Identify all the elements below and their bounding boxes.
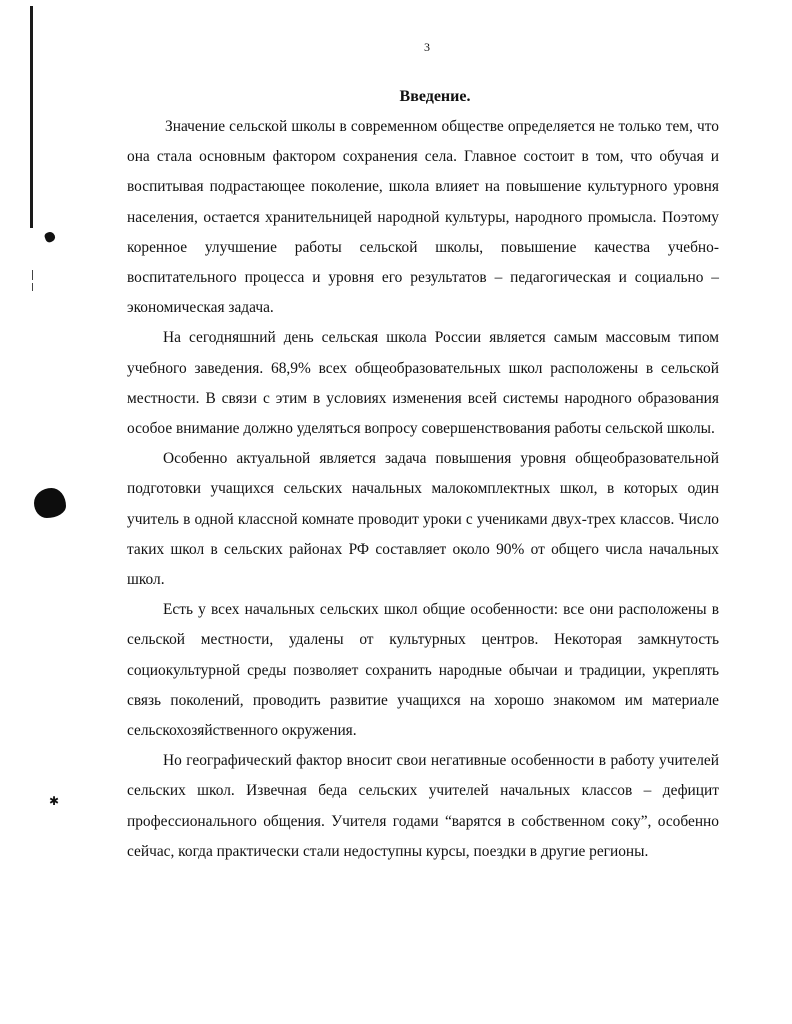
hole-punch-mark-small	[44, 231, 57, 244]
section-heading: Введение.	[399, 88, 471, 105]
scan-artifact-mark: ✱	[49, 794, 60, 808]
paragraph: Есть у всех начальных сельских школ общие особенности: все они расположены в сельской местности, удалены от культурных центров. Некоторая замкнутость социокультурной среды позволяет сохранить народные обычаи и традиции, укреплять связь поколений, проводить развитие учащихся на хорошо знакомом им материале сельскохозяйственного окружения.	[127, 601, 719, 740]
paragraph: На сегодняшний день сельская школа России является самым массовым типом учебного заведения. 68,9% всех общеобразовательных школ расположены в сельской местности. В связи с этим в условиях изменения всей системы народного образования особое внимание должно уделяться вопросу совершенствования работы сельской школы.	[127, 329, 719, 438]
page-number: 3	[424, 40, 430, 54]
scan-artifact-dash	[32, 283, 33, 291]
hole-punch-mark	[34, 488, 66, 518]
scan-artifact-dash	[32, 270, 33, 280]
paragraph: Но географический фактор вносит свои негативные особенности в работу учителей сельских школ. Извечная беда сельских учителей начальных классов – дефицит профессионального общения. Учителя годами “варятся в собственном соку”, особенно сейчас, когда практически стали недоступны курсы, поездки в другие регионы.	[127, 752, 719, 860]
scan-edge-line	[30, 6, 33, 228]
paragraph: Значение сельской школы в современном обществе определяется не только тем, что она стала основным фактором сохранения села. Главное состоит в том, что обучая и воспитывая подрастающее поколение, школа влияет на повышение культурного уровня населения, остается хранительницей народной культуры, народного промысла. Поэтому коренное улучшение работы сельской школы, повышение качества учебно-воспитательного процесса и уровня его результатов – педагогическая и социально – экономическая задача.	[127, 118, 719, 317]
paragraph: Особенно актуальной является задача повышения уровня общеобразовательной подготовки учащихся сельских начальных малокомплектных школ, в которых один учитель в одной классной комнате проводит уроки с учениками двух-трех классов. Число таких школ в сельских районах РФ составляет около 90% от общего числа начальных школ.	[127, 450, 719, 589]
document-body	[127, 112, 719, 867]
